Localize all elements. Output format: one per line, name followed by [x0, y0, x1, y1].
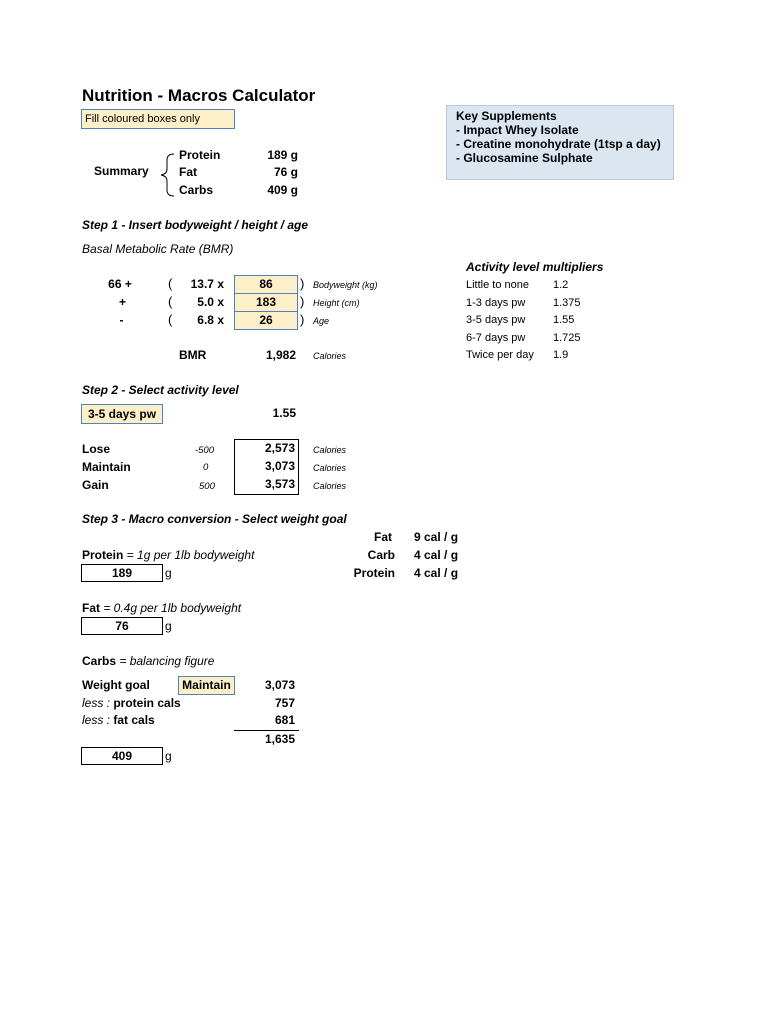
carbs-rule: [82, 654, 214, 668]
height-input[interactable]: 183: [234, 293, 298, 312]
paren-close: ): [300, 294, 305, 309]
supplements-heading: Key Supplements: [456, 109, 557, 123]
less-fat-row: [82, 713, 155, 727]
protein-rule-label: Protein: [82, 548, 124, 562]
summary-fat-value: 76 g: [273, 165, 298, 179]
supplements-box: [446, 105, 674, 180]
activity-label: 1-3 days pw: [466, 297, 526, 309]
summary-fat-label: Fat: [179, 165, 197, 179]
protein-rule-text: = 1g per 1lb bodyweight: [123, 548, 255, 562]
activity-heading: Activity level multipliers: [466, 260, 604, 274]
protein-grams-box: 189: [81, 564, 163, 582]
summary-brace-icon: [158, 152, 178, 198]
fat-rule: [82, 601, 241, 615]
fat-rate-label: Fat: [374, 530, 392, 544]
fat-rule-label: Fat: [82, 601, 100, 615]
summary-carbs-label: Carbs: [179, 183, 214, 197]
supplement-item: - Impact Whey Isolate: [456, 123, 579, 137]
less-fat-label: fat cals: [110, 713, 155, 727]
less-fat-value: 681: [274, 713, 295, 727]
fat-rule-text: = 0.4g per 1lb bodyweight: [100, 601, 242, 615]
age-input[interactable]: 26: [234, 311, 298, 330]
step3-heading: Step 3 - Macro conversion - Select weight goal: [82, 512, 347, 526]
bmr-op-base: 66 +: [108, 277, 132, 291]
carbs-rule-text: = balancing figure: [116, 654, 215, 668]
protein-rate-value: 4 cal / g: [414, 566, 459, 580]
bmr-subheading: Basal Metabolic Rate (BMR): [82, 242, 234, 256]
activity-label: Little to none: [466, 279, 529, 291]
fat-grams-box: 76: [81, 617, 163, 635]
activity-value: 1.2: [553, 279, 569, 291]
age-unit: Age: [313, 316, 330, 326]
weight-goal-value: 3,073: [264, 678, 295, 692]
goal-gain-calories: 3,573: [264, 477, 295, 491]
protein-rate-label: Protein: [353, 566, 395, 580]
goal-lose-adj: -500: [194, 445, 214, 456]
activity-value: 1.375: [553, 297, 581, 309]
activity-value: 1.55: [553, 314, 575, 326]
calories-unit: Calories: [313, 481, 347, 491]
carb-rate-label: Carb: [367, 548, 395, 562]
bodyweight-unit: Bodyweight (kg): [313, 280, 378, 290]
activity-value: 1.9: [553, 349, 569, 361]
weight-goal-select[interactable]: Maintain: [178, 676, 235, 695]
calories-unit: Calories: [313, 445, 347, 455]
supplement-item: - Glucosamine Sulphate: [456, 151, 593, 165]
step2-heading: Step 2 - Select activity level: [82, 383, 239, 397]
summary-carbs-value: 409 g: [267, 183, 298, 197]
goal-maintain-adj: 0: [203, 462, 209, 473]
less-protein-label: protein cals: [110, 696, 181, 710]
protein-rule: [82, 548, 254, 562]
goal-maintain-calories: 3,073: [264, 459, 295, 473]
paren-open: (: [168, 312, 173, 327]
subtotal-rule: [234, 730, 299, 731]
bmr-unit: Calories: [313, 351, 347, 361]
carbs-rule-label: Carbs: [82, 654, 117, 668]
activity-multiplier-value: 1.55: [272, 406, 296, 420]
activity-level-select[interactable]: 3-5 days pw: [81, 404, 163, 424]
carbs-grams-box: 409: [81, 747, 163, 765]
activity-label: 3-5 days pw: [466, 314, 526, 326]
goal-gain-adj: 500: [199, 481, 215, 492]
less-protein-row: [82, 696, 181, 710]
height-unit: Height (cm): [313, 298, 360, 308]
paren-open: (: [168, 294, 173, 309]
paren-open: (: [168, 276, 173, 291]
paren-close: ): [300, 312, 305, 327]
goal-gain-label: Gain: [82, 478, 109, 492]
step1-heading: Step 1 - Insert bodyweight / height / age: [82, 218, 309, 232]
page-title: Nutrition - Macros Calculator: [82, 86, 316, 105]
supplement-item: - Creatine monohydrate (1tsp a day): [456, 137, 661, 151]
bmr-value: 1,982: [265, 348, 296, 362]
carbs-grams-unit: g: [165, 749, 172, 763]
calories-unit: Calories: [313, 463, 347, 473]
weight-goal-label: Weight goal: [82, 678, 150, 692]
bmr-op-minus: -: [119, 313, 124, 327]
paren-close: ): [300, 276, 305, 291]
fat-rate-value: 9 cal / g: [414, 530, 459, 544]
bodyweight-input[interactable]: 86: [234, 275, 298, 294]
goal-maintain-label: Maintain: [82, 460, 131, 474]
activity-label: Twice per day: [466, 349, 534, 361]
fill-note: Fill coloured boxes only: [81, 109, 235, 129]
fat-grams-unit: g: [165, 619, 172, 633]
less-protein-value: 757: [274, 696, 295, 710]
bmr-op-plus: +: [118, 295, 126, 309]
bmr-label: BMR: [179, 348, 207, 362]
goal-lose-label: Lose: [82, 442, 111, 456]
less-word: less :: [82, 696, 111, 710]
activity-label: 6-7 days pw: [466, 332, 526, 344]
less-word: less :: [82, 713, 111, 727]
carb-rate-value: 4 cal / g: [414, 548, 459, 562]
height-multiplier: 5.0 x: [197, 295, 224, 309]
summary-protein-value: 189 g: [267, 148, 298, 162]
carbs-calories-remaining: 1,635: [264, 732, 295, 746]
goal-lose-calories: 2,573: [264, 441, 295, 455]
summary-protein-label: Protein: [179, 148, 221, 162]
protein-grams-unit: g: [165, 566, 172, 580]
age-multiplier: 6.8 x: [197, 313, 224, 327]
activity-value: 1.725: [553, 332, 581, 344]
bodyweight-multiplier: 13.7 x: [190, 277, 224, 291]
summary-label: Summary: [94, 164, 149, 178]
